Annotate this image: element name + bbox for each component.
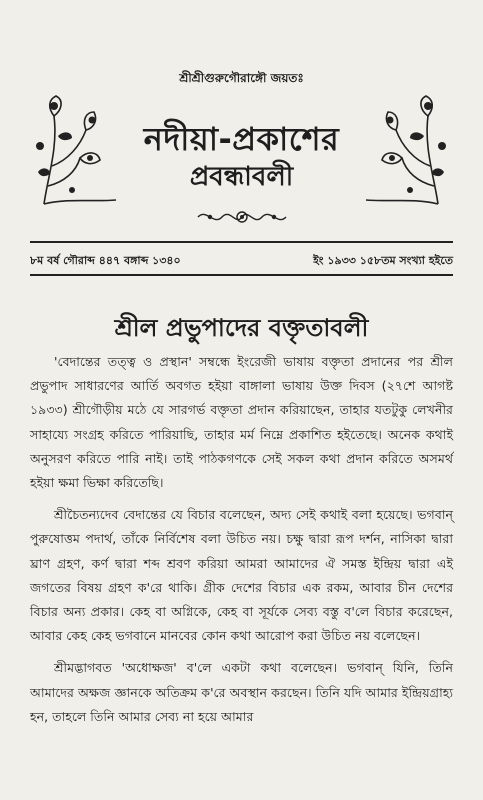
rule-bottom (30, 274, 453, 276)
article-body (30, 350, 453, 737)
issue-info-left: ৮ম বর্ষ গৌরাব্দ ৪৪৭ বঙ্গাব্দ ১৩৪০ (30, 254, 181, 267)
magazine-subtitle: প্রবন্ধাবলী (189, 162, 294, 192)
article-title: শ্রীল প্রভুপাদের বক্তৃতাবলী (114, 314, 369, 342)
paragraph: শ্রীমদ্ভাগবত 'অধোক্ষজ' ব'লে একটা কথা বলেছেন। ভগবান্ যিনি, তিনি আমাদের অক্ষজ জ্ঞানকে অতিক্রম ক'রে অবস্থান করছেন। তিনি যদি আমার ইন্দ্রিয়গ্রাহ্য হন, তাহলে তিনি আমার সেব্য না হয়ে আমার (30, 660, 453, 724)
rule-top (30, 241, 453, 243)
magazine-title: নদীয়া-প্রকাশের (143, 120, 340, 158)
invocation-line: শ্রীশ্রীগুরুগৌরাঙ্গৌ জয়তঃ (179, 71, 304, 85)
paragraph: শ্রীচৈতন্যদেব বেদান্তের যে বিচার বলেছেন, অদ্য সেই কথাই বলা হয়েছে। ভগবান্ পুরুষোত্তম পদার্থ, তাঁকে নির্বিশেষ বলা উচিত নয়। চক্ষু দ্বারা রূপ দর্শন, নাসিকা দ্বারা ঘ্রাণ গ্রহণ, কর্ণ দ্বারা শব্দ শ্রবণ করিয়া আমরা আমাদের ঐ সমস্ত ইন্দ্রিয় দ্বারা এই জগতের বিষয় গ্রহণ ক'রে থাকি। গ্রীক দেশের বিচার এক রকম, আবার চীন দেশের বিচার অন্য প্রকার। কেহ বা অগ্নিকে, কেহ বা সূর্যকে সেব্য বস্তু ব'লে বিচার করেছেন, আবার কেহ কেহ ভগবানে মানবের কোন কথা আরোপ করা উচিত নয় বলেছেন। (30, 507, 453, 644)
center-vignette-icon (196, 206, 288, 228)
paragraph: 'বেদান্তের তত্ত্ব ও প্রস্থান' সম্বন্ধে ইংরেজী ভাষায় বক্তৃতা প্রদানের পর শ্রীল প্রভুপাদ সাধারণের আর্তি অবগত হইয়া বাঙ্গালা ভাষায় উক্ত দিবস (২৭শে আগষ্ট ১৯৩৩) শ্রীগৌড়ীয় মঠে যে সারগর্ভ বক্তৃতা প্রদান করিয়াছেন, তাহার যতটুকু লেখনীর সাহায্যে সংগ্রহ করিতে পারিয়াছি, তাহার মর্ম নিম্নে প্রকাশিত হইতেছে। অনেক কথাই অনুসরণ করিতে পারি নাই। তাই পাঠকগণকে সেই সকল কথা প্রদান করিতে অসমর্থ হইয়া ক্ষমা ভিক্ষা করিতেছি। (30, 354, 453, 491)
issue-info-right: ইং ১৯৩৩ ১৫৮তম সংখ্যা হইতে (313, 254, 453, 267)
